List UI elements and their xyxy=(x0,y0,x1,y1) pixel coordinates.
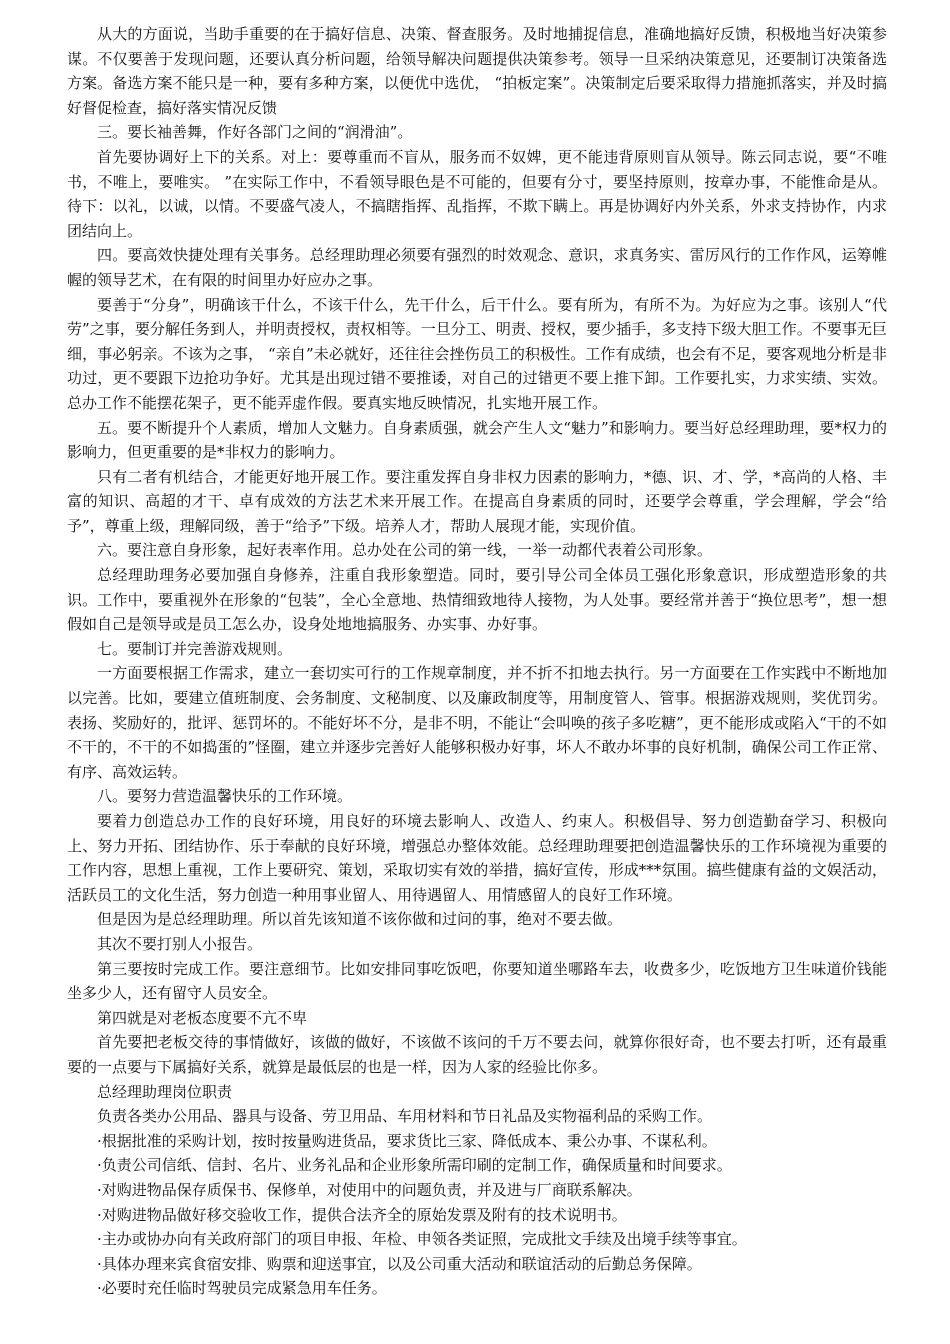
list-item: ·根据批准的采购计划，按时按量购进货品，要求货比三家、降低成本、秉公办事、不谋私利。 xyxy=(97,1131,717,1150)
paragraph: 首先要把老板交待的事情做好，该做的做好，不该做不该问的千万不要去问，就算你很好奇，也不要去打听，还有最重要的一点要与下属搞好关系，就算是最低层的也是一样，因为人家的经验比你多。 xyxy=(67,1033,887,1076)
paragraph: 一方面要根据工作需求，建立一套切实可行的工作规章制度，并不折不扣地去执行。另一方面要在工作实践中不断地加以完善。比如，要建立值班制度、会务制度、文秘制度、以及廉政制度等，用制度管人、管事。根据游戏规则，奖优罚劣。表扬、奖励好的，批评、惩罚坏的。不能好坏不分，是非不明，不能让“会叫唤的孩子多吃糖”，更不能形成或陷入“干的不如不干的，不干的不如捣蛋的”怪圈，建立并逐步完善好人能够积极办好事，坏人不敢办坏事的良好机制，确保公司工作正常、有序、高效运转。 xyxy=(67,664,887,781)
paragraph: 六。要注意自身形象，起好表率作用。总办处在公司的第一线，一举一动都代表着公司形象。 xyxy=(97,541,713,560)
paragraph: 四。要高效快捷处理有关事务。总经理助理必须要有强烈的时效观念、意识，求真务实、雷厉风行的工作作风，运筹帷幄的领导艺术，在有限的时间里办好应办之事。 xyxy=(67,246,887,289)
paragraph: 负责各类办公用品、器具与设备、劳卫用品、车用材料和节日礼品及实物福利品的采购工作。 xyxy=(97,1107,713,1126)
paragraph: 从大的方面说，当助手重要的在于搞好信息、决策、督查服务。及时地捕捉信息，准确地搞好反馈，积极地当好决策参谋。不仅要善于发现问题，还要认真分析问题，给领导解决问题提供决策参考。领导一旦采纳决策意见，还要制订决策备选方案。备选方案不能只是一种，要有多种方案，以便优中选优， “拍板定案”。决策制定后要采取得力措施抓落实，并及时搞好督促检查，搞好落实情况反馈 xyxy=(67,25,887,117)
paragraph: 只有二者有机结合，才能更好地开展工作。要注重发挥自身非权力因素的影响力，*德、识、才、学，*高尚的人格、丰富的知识、高超的才干、卓有成效的方法艺术来开展工作。在提高自身素质的同时，还要学会尊重，学会理解，学会“给予”，尊重上级，理解同级，善于“给予”下级。培养人才，帮助人展现才能，实现价值。 xyxy=(67,467,887,535)
paragraph: 第三要按时完成工作。要注意细节。比如安排同事吃饭吧，你要知道坐哪路车去，收费多少，吃饭地方卫生味道价钱能坐多少人，还有留守人员安全。 xyxy=(67,959,887,1003)
paragraph: 首先要协调好上下的关系。对上：要尊重而不盲从，服务而不奴婢，更不能违背原则盲从领导。陈云同志说，要“不唯书，不唯上，要唯实。 ”在实际工作中，不看领导眼色是不可能的，但要有分寸，要坚持原则，按章办事，不能惟命是从。待下：以礼，以诚，以情。不要盛气凌人，不搞瞎指挥、乱指挥，不欺下瞒上。再是协调好内外关系，外求支持协作，内求团结向上。 xyxy=(67,147,887,240)
paragraph: 要着力创造总办工作的良好环境，用良好的环境去影响人、改造人、约束人。积极倡导、努力创造勤奋学习、积极向上、努力开拓、团结协作、乐于奉献的良好环境，增强总办整体效能。总经理助理要把创造温馨快乐的工作环境视为重要的工作内容，思想上重视，工作上要研究、策划，采取切实有效的举措，搞好宣传，形成***氛围。搞些健康有益的文娱活动，活跃员工的文化生活，努力创造一种用事业留人、用待遇留人、用情感留人的良好工作环境。 xyxy=(67,812,887,904)
list-item: ·具体办理来宾食宿安排、购票和迎送事宜，以及公司重大活动和联谊活动的后勤总务保障。 xyxy=(97,1254,702,1273)
paragraph: 三。要长袖善舞，作好各部门之间的“润滑油”。 xyxy=(97,123,413,142)
paragraph: 总经理助理务必要加强自身修养，注重自我形象塑造。同时，要引导公司全体员工强化形象意识，形成塑造形象的共识。工作中，要重视外在形象的“包装”，全心全意地、热情细致地待人接物，为人处事。要经常并善于“换位思考”，想一想假如自己是领导或是员工怎么办，设身处地地搞服务、办实事、办好事。 xyxy=(67,566,887,634)
list-item: ·负责公司信纸、信封、名片、业务礼品和企业形象所需印刷的定制工作，确保质量和时间要求。 xyxy=(97,1156,732,1175)
paragraph: 其次不要打别人小报告。 xyxy=(97,934,263,953)
document-body xyxy=(67,22,887,1301)
list-item: ·对购进物品做好移交验收工作，提供合法齐全的原始发票及附有的技术说明书。 xyxy=(97,1205,627,1224)
paragraph: 八。要努力营造温馨快乐的工作环境。 xyxy=(97,787,353,806)
paragraph: 但是因为是总经理助理。所以首先该知道不该你做和过问的事，绝对不要去做。 xyxy=(97,910,623,929)
paragraph: 第四就是对老板态度要不亢不卑 xyxy=(97,1008,308,1027)
list-item: ·必要时充任临时驾驶员完成紧急用车任务。 xyxy=(97,1279,387,1298)
list-item: ·主办或协办向有关政府部门的项目申报、年检、申领各类证照，完成批文手续及出境手续等事宜。 xyxy=(97,1230,747,1249)
paragraph: 要善于“分身”，明确该干什么，不该干什么，先干什么，后干什么。要有所为，有所不为。为好应为之事。该别人“代劳”之事，要分解任务到人，并明责授权，责权相等。一旦分工、明责、授权，要少插手，多支持下级大胆工作。不要事无巨细，事必躬亲。不该为之事， “亲自”未必就好，还往往会挫伤员工的积极性。工作有成绩，也会有不足，要客观地分析是非功过，更不要跟下边抢功争好。尤其是出现过错不要推诿，对自己的过错更不要上推下卸。工作要扎实，力求实绩、实效。总办工作不能摆花架子，更不能弄虚作假。要真实地反映情况，扎实地开展工作。 xyxy=(67,295,887,412)
paragraph: 五。要不断提升个人素质，增加人文魅力。自身素质强，就会产生人文“魅力”和影响力。要当好总经理助理，要*权力的影响力，但更重要的是*非权力的影响力。 xyxy=(67,418,887,462)
list-item: ·对购进物品保存质保书、保修单，对使用中的问题负责，并及进与厂商联系解决。 xyxy=(97,1180,642,1199)
paragraph: 七。要制订并完善游戏规则。 xyxy=(97,639,293,658)
paragraph: 总经理助理岗位职责 xyxy=(97,1082,233,1101)
